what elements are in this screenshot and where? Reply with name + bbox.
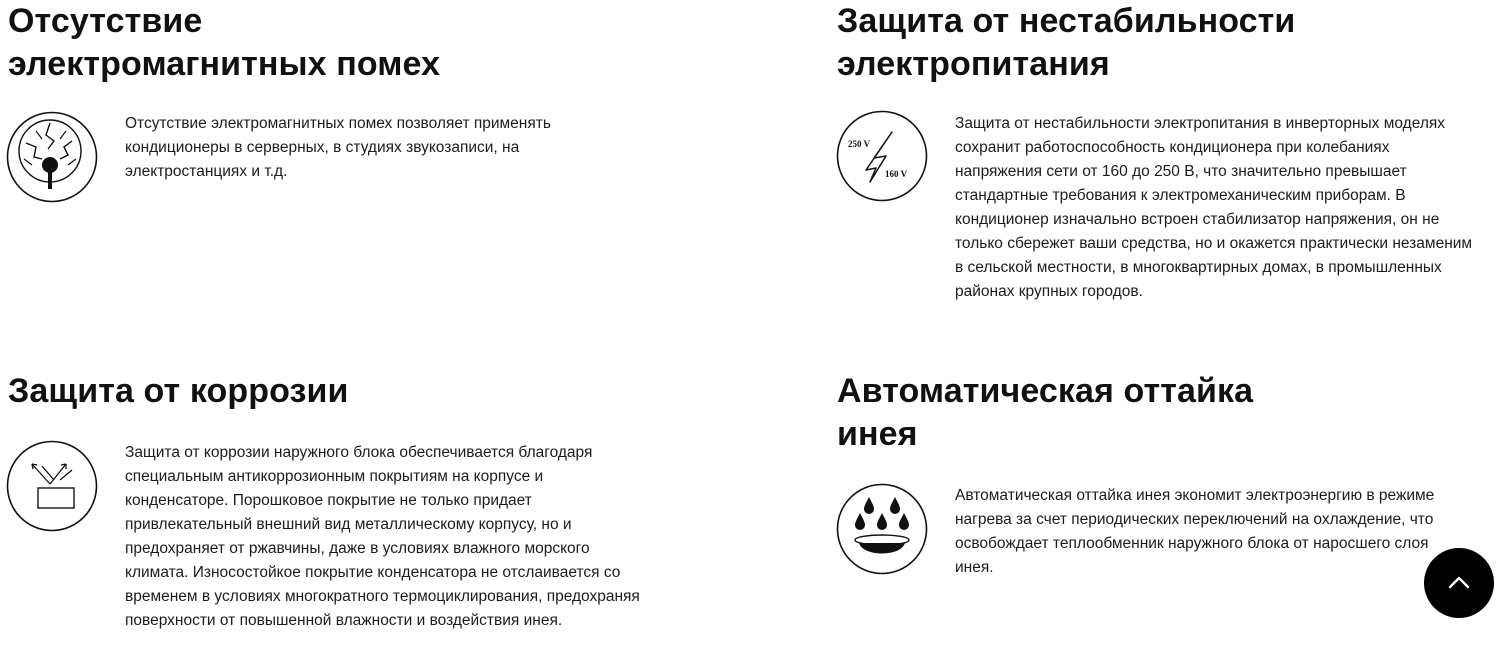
feature-title: Отсутствие электромагнитных помех xyxy=(8,2,441,83)
feature-auto-defrost xyxy=(837,370,1487,658)
corrosion-protection-icon xyxy=(6,440,98,532)
scroll-to-top-button[interactable] xyxy=(1424,548,1494,618)
voltage-protection-icon xyxy=(836,110,928,202)
feature-description: Защита от нестабильности электропитания в инверторных моделях сохранит работоспособность кондиционера при колебаниях напряжения сети от 160 до 250 В, что значительно превышает стандартные требования к электромеханическим приборам. В кондиционер изначально встроен стабилизатор напряжения, он не только сбережет ваши средства, но и окажется практически незаменим в сельской местности, в многоквартирных домах, в промышленных районах крупных городов. xyxy=(955,115,1473,300)
feature-description: Отсутствие электромагнитных помех позволяет применять кондиционеры в серверных, в студиях звукозаписи, на электростанциях и т.д. xyxy=(125,115,551,180)
electromagnetic-interference-icon xyxy=(6,111,98,203)
feature-electromagnetic xyxy=(8,0,708,220)
feature-corrosion-protection xyxy=(8,370,708,658)
feature-description: Автоматическая оттайка инея экономит электроэнергию в режиме нагрева за счет периодических переключений на охлаждение, что освобождает теплообменник наружного блока от наросшего слоя инея. xyxy=(955,487,1435,576)
feature-title: Автоматическая оттайка инея xyxy=(837,372,1254,453)
feature-description: Защита от коррозии наружного блока обеспечивается благодаря специальным антикоррозионным покрытиям на корпусе и конденсаторе. Порошковое покрытие не только придает привлекательный внешний вид металлическому корпусу, но и предохраняет от ржавчины, даже в условиях влажного морского климата. Износостойкое покрытие конденсатора не отслаивается со временем в условиях многократного термоциклирования, предохраняя поверхности от повышенной влажности и воздействия инея. xyxy=(125,444,640,629)
voltage-max-label: 250 V xyxy=(848,139,871,149)
feature-title: Защита от коррозии xyxy=(8,372,349,410)
voltage-min-label: 160 V xyxy=(885,169,908,179)
auto-defrost-icon xyxy=(836,483,928,575)
feature-voltage-protection xyxy=(837,0,1487,340)
chevron-up-icon xyxy=(1446,570,1472,596)
feature-title: Защита от нестабильности электропитания xyxy=(837,2,1296,83)
